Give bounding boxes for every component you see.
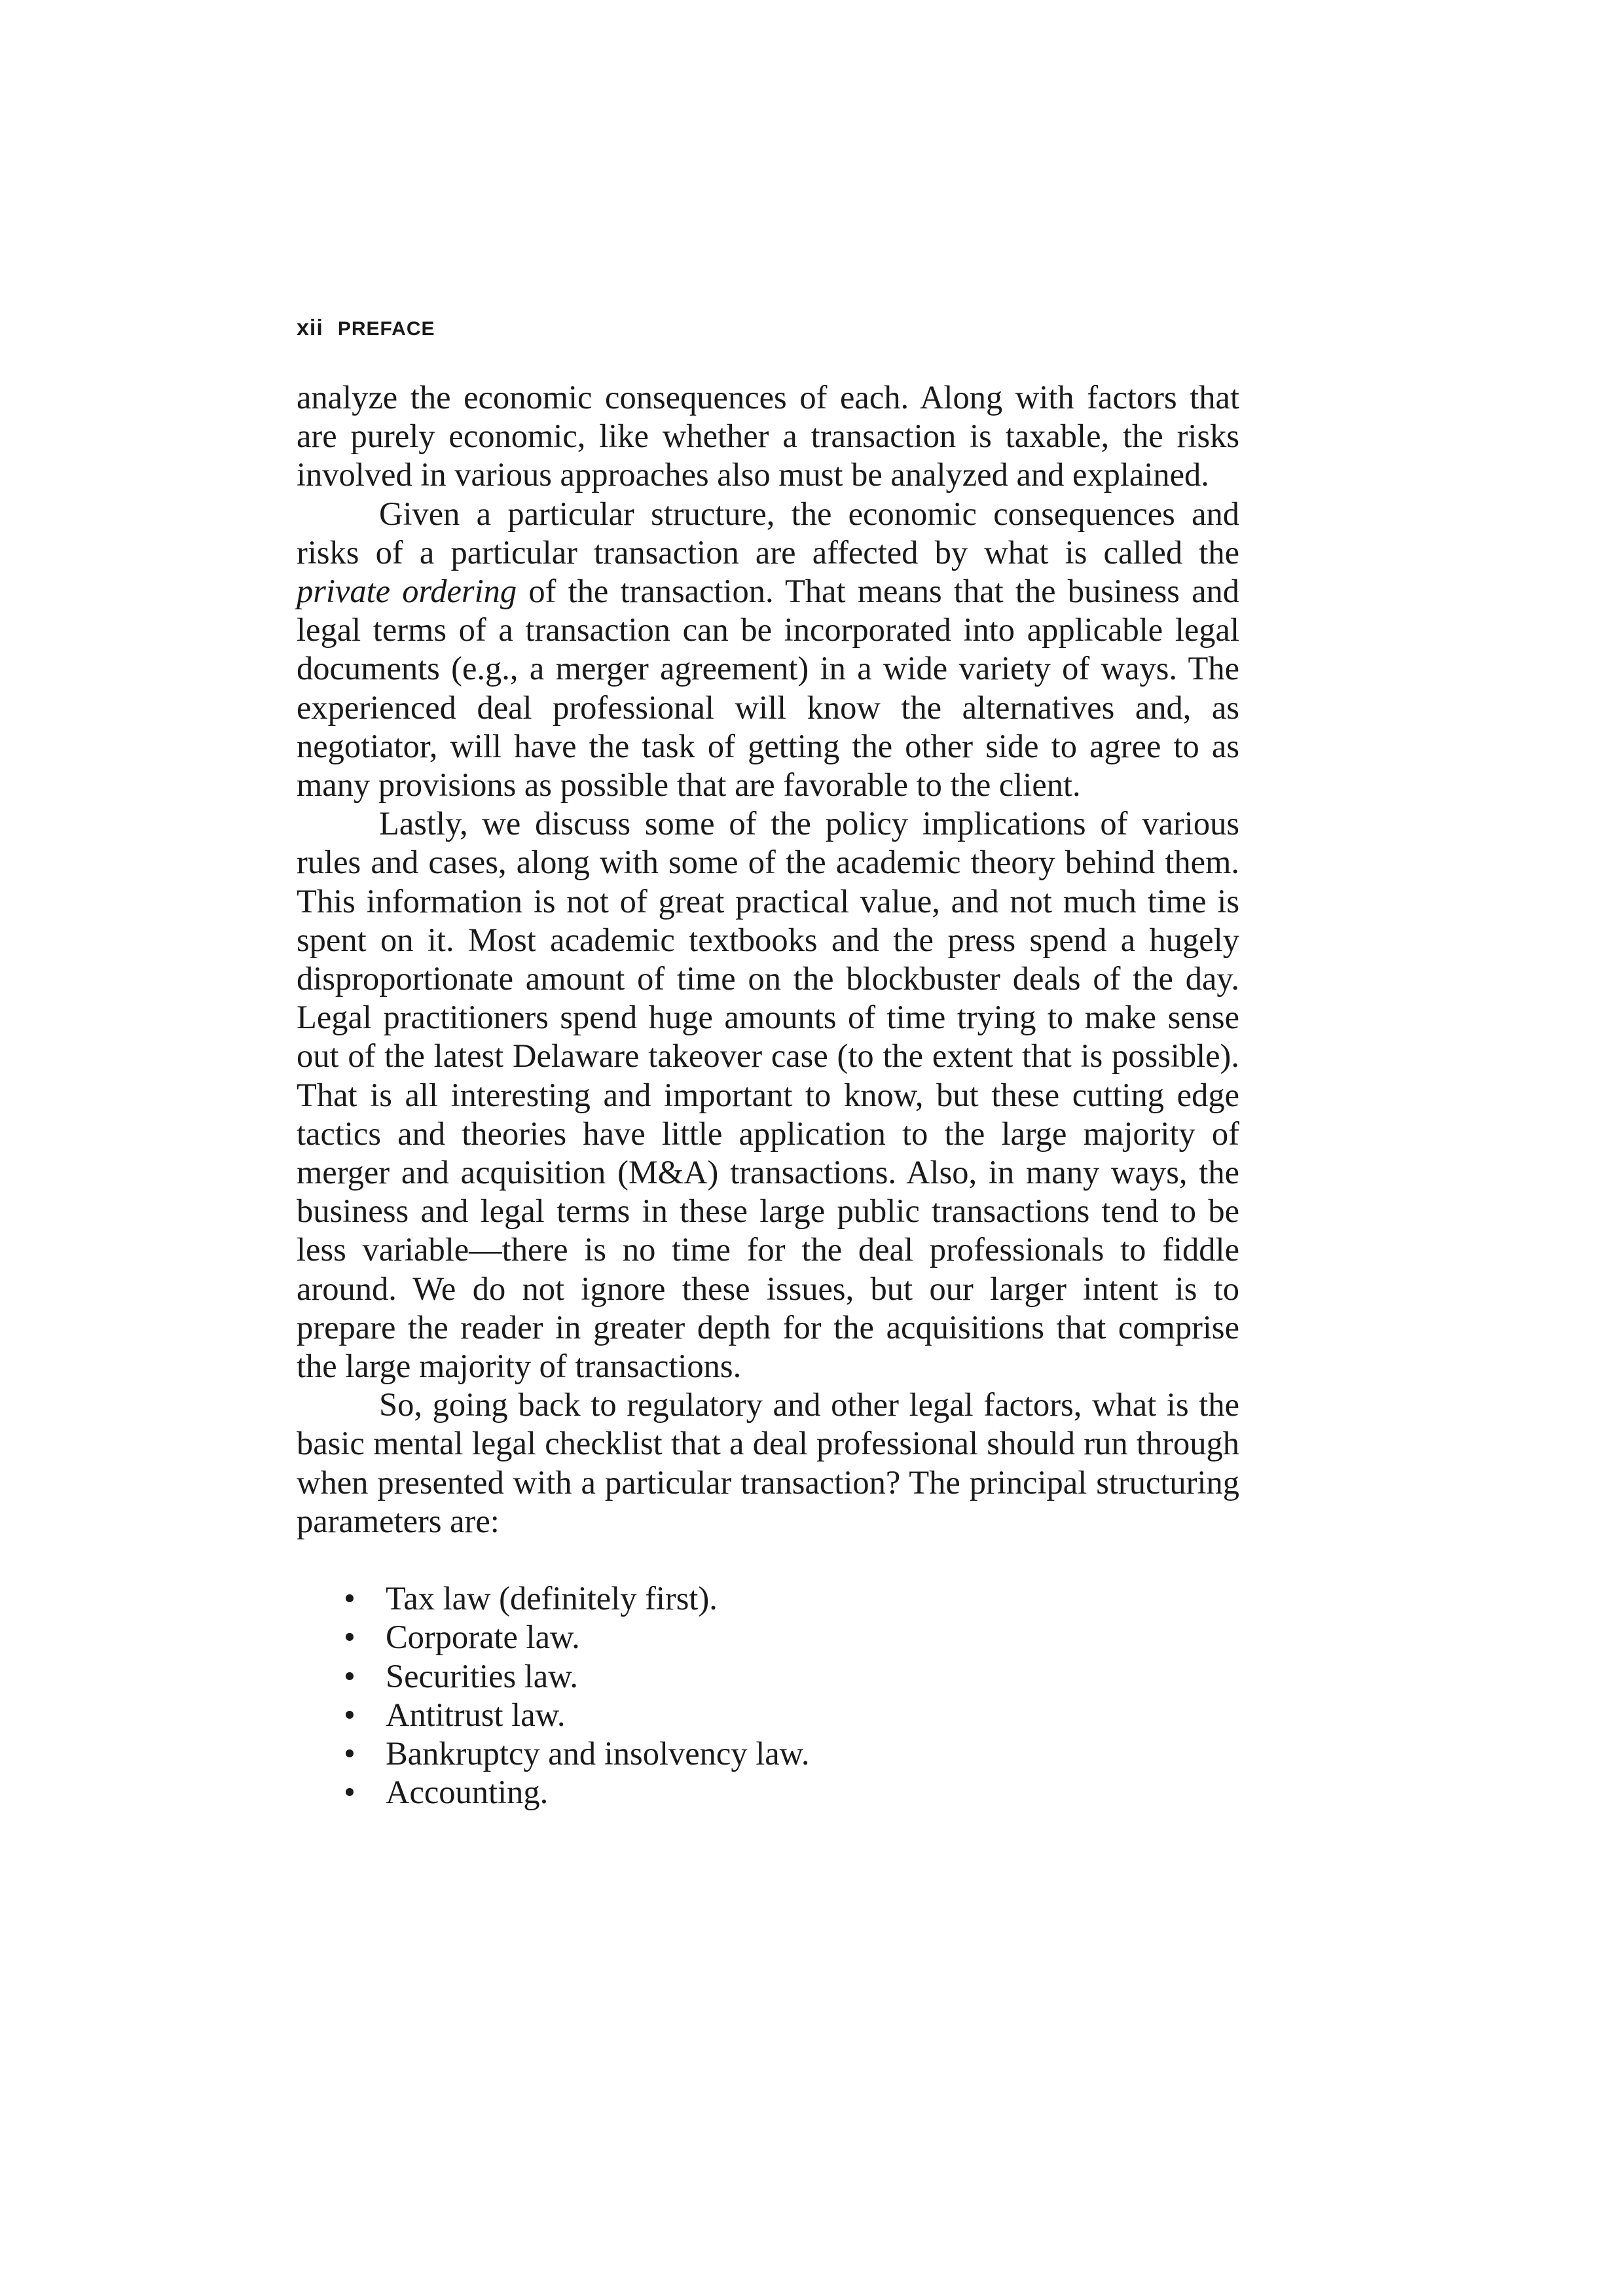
list-item — [297, 1579, 1239, 1618]
list-item-text: Corporate law. — [386, 1619, 580, 1656]
page-number: xii — [297, 315, 323, 340]
bullet-icon: • — [344, 1619, 356, 1656]
section-title: PREFACE — [337, 318, 435, 340]
list-item — [297, 1618, 1239, 1657]
list-item-text: Tax law (definitely first). — [386, 1580, 718, 1617]
list-item — [297, 1734, 1239, 1773]
body-text — [297, 378, 1239, 1812]
list-item — [297, 1657, 1239, 1696]
list-item-text: Accounting. — [386, 1774, 549, 1811]
paragraph-2 — [297, 495, 1239, 805]
paragraph-2-text-a: Given a particular structure, the economic consequences and risks of a particular transaction are affected by what is called the — [297, 495, 1239, 571]
bullet-icon: • — [344, 1580, 356, 1617]
bullet-icon: • — [344, 1734, 356, 1772]
list-item — [297, 1696, 1239, 1734]
paragraph-3: Lastly, we discuss some of the policy implications of various rules and cases, along with some of the academic theory behind them. This information is not of great practical value, and not much time is spent on it. Most academic textbooks and the press spend a hugely disproportionate amount of time on the blockbuster deals of the day. Legal practitioners spend huge amounts of time trying to make sense out of the latest Delaware takeover case (to the extent that is possible). That is all interesting and important to know, but these cutting edge tactics and theories have little application to the large majority of merger and acquisition (M&A) transactions. Also, in many ways, the business and legal terms in these large public transactions tend to be less variable—there is no time for the deal professionals to fiddle around. We do not ignore these issues, but our larger intent is to prepare the reader in greater depth for the acquisitions that comprise the large majority of transactions. — [297, 805, 1239, 1385]
paragraph-2-text-b: of the transaction. That means that the business and legal terms of a transaction can be incorporated into applicable legal documents (e.g., a merger agreement) in a wide variety of ways. The experienced deal professional will know the alternatives and, as negotiator, will have the task of getting the other side to agree to as many provisions as possible that are favorable to the client. — [297, 573, 1239, 804]
list-item-text: Securities law. — [386, 1657, 579, 1695]
structuring-parameters-list — [297, 1579, 1239, 1812]
private-ordering-term: private ordering — [297, 573, 517, 610]
paragraph-4: So, going back to regulatory and other legal factors, what is the basic mental legal checklist that a deal professional should run through when presented with a particular transaction? The principal structuring parameters are: — [297, 1386, 1239, 1539]
list-item-text: Antitrust law. — [386, 1696, 566, 1733]
list-item-text: Bankruptcy and insolvency law. — [386, 1734, 810, 1772]
paragraph-1: analyze the economic consequences of each. Along with factors that are purely economic, like whether a transaction is taxable, the risks involved in various approaches also must be analyzed and explained. — [297, 379, 1239, 493]
bullet-icon: • — [344, 1774, 356, 1811]
running-head — [297, 315, 435, 341]
list-item — [297, 1773, 1239, 1812]
bullet-icon: • — [344, 1696, 356, 1733]
bullet-icon: • — [344, 1657, 356, 1695]
